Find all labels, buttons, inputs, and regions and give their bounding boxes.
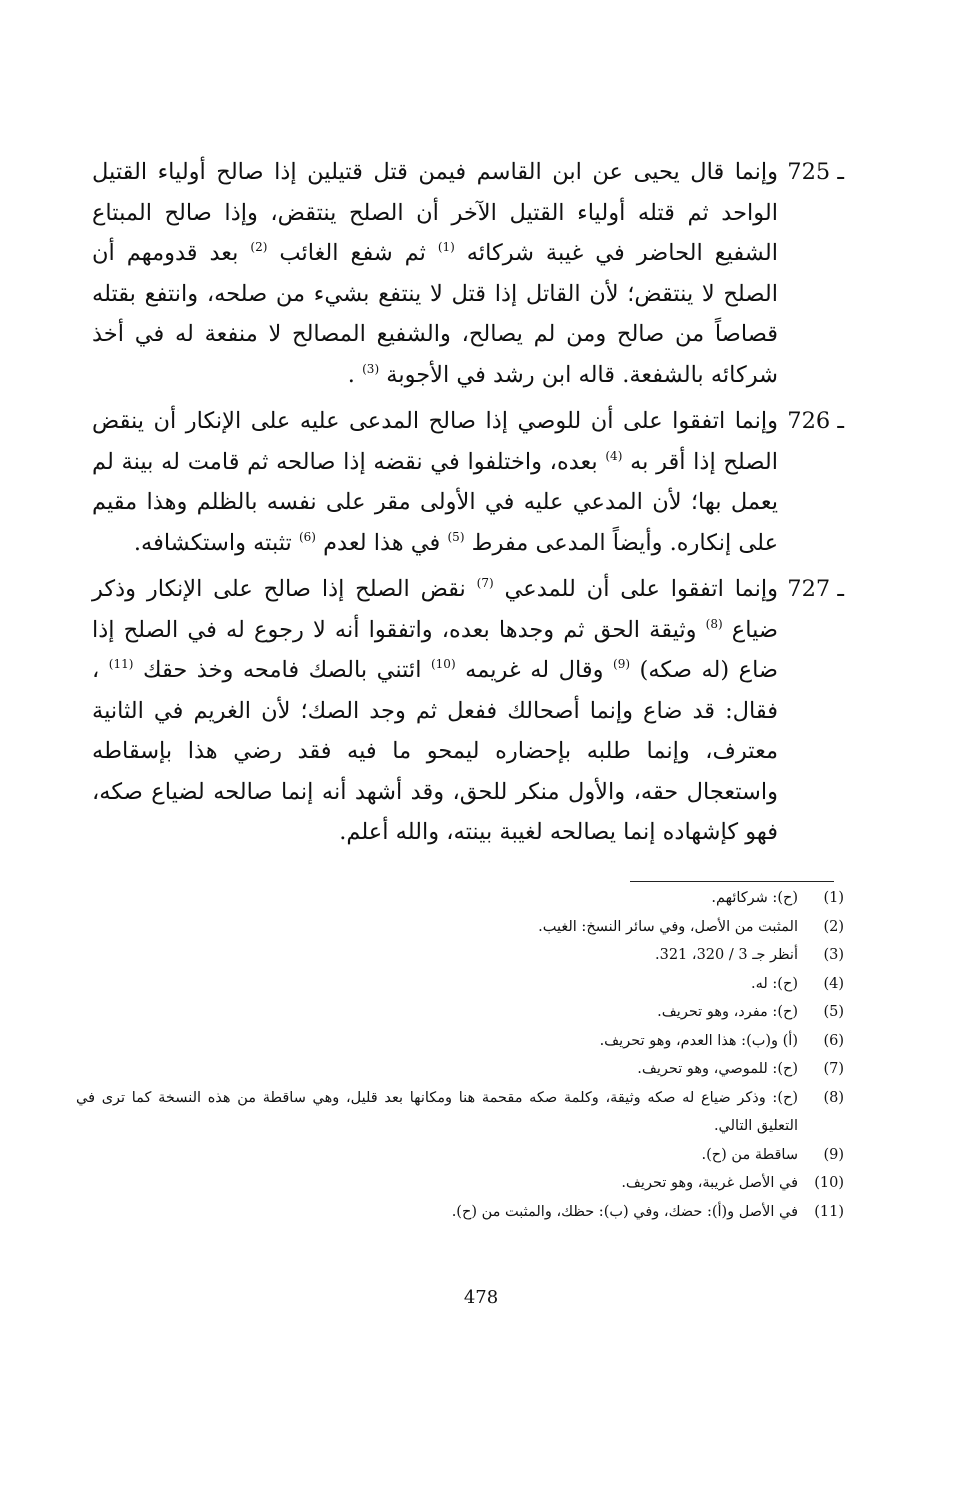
footnote-ref[interactable]: (9) bbox=[613, 657, 631, 671]
footnote-item: (5) (ح): مفرد، وهو تحريف. bbox=[76, 998, 844, 1027]
paragraph-726: 726 ـ وإنما اتفقوا على أن للوصي إذا صالح المدعى عليه على الإنكار أن ينقض الصلح إذا أقر به $^{(4)}$ بعده، واختلفوا في نقضه إذا صالحه ثم قامت له بينة لم يعمل بها؛ لأن المدعي عليه في الأولى مقر على نفسه بالظلم وهذا مقيم على إنكاره. وأيضاً المدعى مفرط $^{(5)}$ في هذا لعدم $^{(6)}$ تثبته واستكشافه. bbox=[92, 401, 844, 563]
footnote-ref[interactable]: (1) bbox=[437, 240, 455, 254]
footnote-number: (5) bbox=[823, 1004, 844, 1020]
footnote-item: (7) (ح): للموصي، وهو تحريف. bbox=[76, 1055, 844, 1084]
paragraph-number: 725 ـ bbox=[787, 159, 844, 185]
main-text bbox=[92, 152, 844, 859]
footnote-ref[interactable]: (7) bbox=[476, 576, 494, 590]
paragraph-725: 725 ـ وإنما قال يحيى عن ابن القاسم فيمن قتل قتيلين إذا صالح أولياء القتيل الواحد ثم قتله أولياء القتيل الآخر أن الصلح ينتقض، وإذا صالح المبتاع الشفيع الحاضر في غيبة شركائه $^{(1)}$ ثم شفع الغائب $^{(2)}$ بعد قدومهم أن الصلح لا ينتقض؛ لأن القاتل إذا قتل لا ينتفع بشيء من صلحه، وانتفع بقتله قصاصاً من صالح ومن لم يصالح، والشفيع المصالح لا منفعة له في أخذ شركائه بالشفعة. قاله ابن رشد في الأجوبة $^{(3)}$ . bbox=[92, 152, 844, 395]
footnote-item: (8) (ح): وذكر ضياع له صكه وثيقة، وكلمة صكه مقحمة هنا ومكانها بعد قليل، وهي ساقطة من هذه النسخة كما ترى في التعليق التالي. bbox=[76, 1084, 844, 1141]
footnote-ref[interactable]: (5) bbox=[447, 529, 465, 544]
footnote-ref[interactable]: (4) bbox=[605, 448, 623, 463]
footnote-number: (4) bbox=[823, 975, 844, 992]
footnote-number: (11) bbox=[814, 1203, 844, 1220]
footnote-number: (9) bbox=[823, 1146, 844, 1163]
footnote-number: (1) bbox=[823, 890, 844, 906]
footnote-divider bbox=[630, 881, 834, 882]
footnote-number: (6) bbox=[823, 1032, 844, 1049]
paragraph-727: 727 ـ وإنما اتفقوا على أن للمدعي $^{(7)}$ نقض الصلح إذا صالح على الإنكار وذكر ضياع $^{(8)}$ وثيقة الحق ثم وجدها بعده، واتفقوا أنه لا رجوع له في الصلح إذا ضاع (له صكه) $^{(9)}$ وقال له غريمه $^{(10)}$ ائتني بالصك فامحه وخذ حقك $^{(11)}$ ، فقال: قد ضاع وإنما أصحالك ففعل ثم وجد الصك؛ لأن الغريم في الثانية معترف، وإنما طلبه بإحضاره ليمحو ما فيه فقد رضي هذا بإسقاطه واستعجال حقه، والأول منكر للحق، وقد أشهد أنه إنما صالحه لضياع صكه، فهو كإشهاده إنما يصالحه لغيبة بينته، والله أعلم. bbox=[92, 569, 844, 853]
footnote-item: (11) في الأصل و(أ): حضك، وفي (ب): حظك، والمثبت من (ح). bbox=[76, 1198, 844, 1227]
footnote-number: (8) bbox=[823, 1089, 844, 1106]
footnote-item: (2) المثبت من الأصل، وفي سائر النسخ: الغيب. bbox=[76, 913, 844, 942]
paragraph-number: 726 ـ bbox=[787, 408, 844, 434]
footnote-item: (9) ساقطة من (ح). bbox=[76, 1141, 844, 1170]
footnote-item: (6) (أ) و(ب): هذا العدم، وهو تحريف. bbox=[76, 1027, 844, 1056]
footnote-number: (3) bbox=[823, 947, 844, 963]
paragraph-number: 727 ـ bbox=[787, 576, 844, 602]
footnote-number: (2) bbox=[823, 918, 844, 935]
footnote-ref[interactable]: (3) bbox=[362, 361, 380, 376]
footnote-number: (10) bbox=[814, 1175, 844, 1191]
footnote-item: (1) (ح): شركائهم. bbox=[76, 884, 844, 913]
footnote-number: (7) bbox=[823, 1061, 844, 1077]
footnote-ref[interactable]: (6) bbox=[298, 529, 316, 544]
page-number: 478 bbox=[463, 1287, 499, 1308]
footnote-item: (10) في الأصل غريبة، وهو تحريف. bbox=[76, 1169, 844, 1198]
footnote-item: (4) (ح): له. bbox=[76, 970, 844, 999]
footnote-ref[interactable]: (10) bbox=[430, 657, 456, 671]
footnote-ref[interactable]: (8) bbox=[705, 616, 723, 631]
footnote-item: (3) أنظر جـ 3 / 320، 321. bbox=[76, 941, 844, 970]
footnote-ref[interactable]: (2) bbox=[250, 240, 268, 254]
footnotes bbox=[76, 884, 844, 1226]
footnote-ref[interactable]: (11) bbox=[108, 657, 134, 671]
